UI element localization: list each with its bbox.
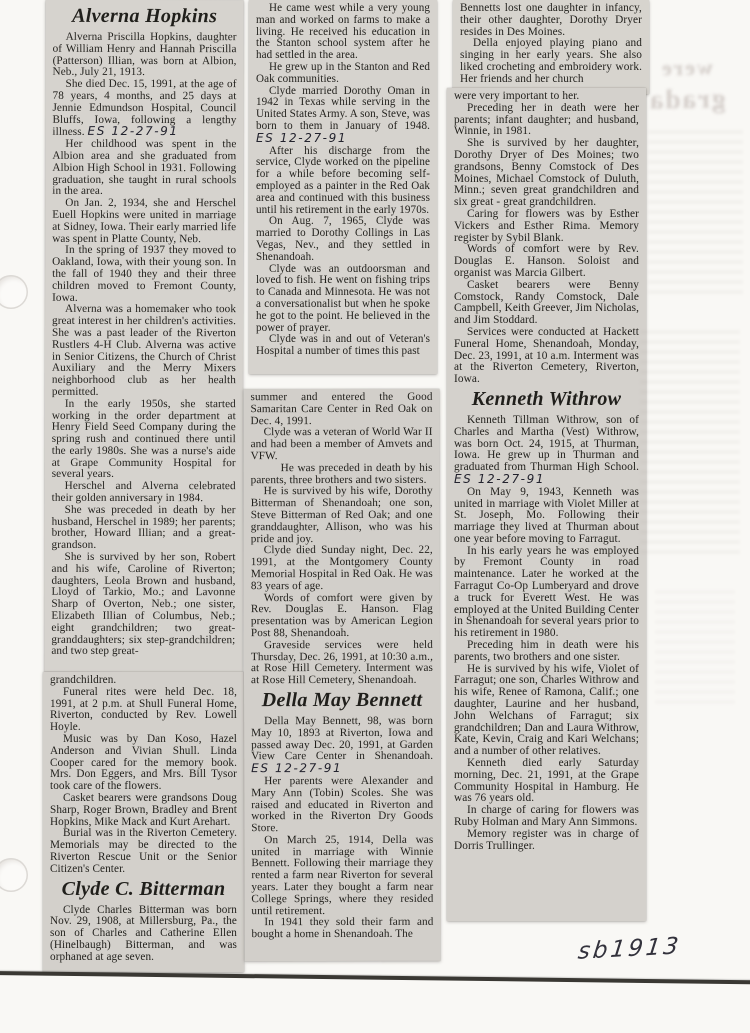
scrapbook-id-handwriting: sb1913 bbox=[576, 933, 683, 965]
obituary-paragraph bbox=[454, 103, 639, 138]
obituary-paragraph bbox=[454, 640, 639, 664]
obituary-text: In 1941 they sold their farm and bought a home in Shenandoah. The bbox=[251, 916, 434, 941]
obituary-paragraph bbox=[251, 486, 433, 545]
obituary-paragraph bbox=[251, 835, 433, 918]
obituary-paragraph bbox=[251, 592, 433, 640]
handwritten-date-annotation: ES 12-27-91 bbox=[87, 124, 179, 139]
obituary-text: Graveside services were held Thursday, Dec. 26, 1991, at 10:30 a.m., at Rose Hill Cemetery. Interment was at Rose Hill Cemetery, Shenandoah. bbox=[250, 638, 433, 687]
obituary-text: Alverna Priscilla Hopkins, daughter of William Henry and Hannah Priscilla (Patterson) Illian, was born at Albion, Neb., July 21, 1913. bbox=[52, 30, 237, 79]
bleed-through-smudge bbox=[655, 590, 735, 710]
obituary-paragraph bbox=[460, 3, 642, 38]
obituary-paragraph bbox=[251, 640, 433, 688]
obituary-heading bbox=[454, 387, 639, 412]
obituary-text: Services were conducted at Hackett Funeral Home, Shenandoah, Monday, Dec. 23, 1991, at 10 a.m. Interment was at the Riverton Cemetery, Riverton, Iowa. bbox=[454, 325, 639, 386]
obituary-text: Words of comfort were given by Rev. Douglas E. Hanson. Flag presentation was by American Legion Post 88, Shenandoah. bbox=[250, 591, 433, 640]
obituary-paragraph bbox=[251, 463, 433, 487]
obituary-paragraph bbox=[256, 62, 430, 86]
obituary-text: On Aug. 7, 1965, Clyde was married to Dorothy Collings in Las Vegas, Nev., and they settled in Shenandoah. bbox=[256, 215, 430, 263]
clipping-kenneth-withrow bbox=[447, 88, 646, 921]
obituary-text: On March 25, 1914, Della was united in marriage with Winnie Bennett. Following their marriage they rented a farm near Riverton for several years. Later they bought a farm near College Springs, where they resided until retirement. bbox=[251, 833, 434, 917]
obituary-paragraph bbox=[454, 327, 639, 386]
obituary-text: Kenneth Tillman Withrow, son of Charles and Martha (Vest) Withrow, was born Oct. 24, 1915, at Thurman, Iowa. He grew up in Thurman and graduated from Thurman High School. bbox=[454, 413, 639, 474]
obituary-paragraph bbox=[256, 264, 430, 335]
obituary-paragraph bbox=[251, 392, 433, 428]
obituary-text: Preceding him in death were his parents, two brothers and one sister. bbox=[454, 639, 639, 663]
obituary-text: Clyde was an outdoorsman and loved to fish. He went on fishing trips to Canada and Minnesota. He was not a conversationalist but when he spoke he got to the point. He believed in the power of prayer. bbox=[256, 262, 430, 334]
obituary-text: Casket bearers were Benny Comstock, Randy Comstock, Dale Campbell, Keith Greever, Jim Nicholas, and Jim Stoddard. bbox=[454, 278, 639, 327]
obituary-text: He grew up in the Stanton and Red Oak communities. bbox=[256, 60, 430, 85]
obituary-text: On Jan. 2, 1934, she and Herschel Euell Hopkins were united in marriage at Sidney, Iowa. Their early married life was spent in Platte County, Neb. bbox=[52, 196, 237, 245]
bleed-through-smudge bbox=[648, 130, 743, 300]
obituary-paragraph bbox=[53, 32, 237, 80]
obituary-paragraph bbox=[454, 487, 639, 546]
obituary-text: He was preceded in death by his parents, three brothers and two sisters. bbox=[250, 461, 433, 486]
obituary-text: Alverna was a homemaker who took great interest in her children's activities. She was a past leader of the Riverton Rustlers 4-H Club. Alverna was active in Senior Citizens, the Church of Christ Auxiliary and the Merry Mixers neighborhood club as her health permitted. bbox=[51, 303, 237, 398]
obituary-text: He is survived by his wife, Violet of Farragut; one son, Charles Withrow and his wife, Renee of Ramona, Calif.; one daughter, Laurine and her husband, John Welchans of Farragut; six grandchildren; Dan and Laura Withrow, Kate, Kevin, Craig and Kari Welchans; and a number of other relatives. bbox=[454, 662, 639, 758]
obituary-text: In charge of caring for flowers was Ruby Holman and Mary Ann Simmons. bbox=[454, 804, 639, 829]
obituary-title-text: Alverna Hopkins bbox=[72, 4, 218, 28]
obituary-paragraph bbox=[454, 280, 639, 327]
clipping-della-bennett-continuation bbox=[453, 0, 649, 94]
obituary-paragraph bbox=[52, 198, 236, 246]
obituary-heading bbox=[53, 4, 237, 29]
obituary-paragraph bbox=[251, 716, 433, 776]
obituary-text: were very important to her. bbox=[454, 90, 580, 102]
handwritten-date-annotation: ES 12-27-91 bbox=[454, 471, 546, 486]
obituary-text: After his discharge from the service, Clyde worked on the pipeline for a while before becoming self-employed as a painter in the Red Oak area and continued with this business until his retirement in the early 1970s. bbox=[256, 144, 430, 216]
obituary-paragraph bbox=[256, 86, 430, 146]
obituary-text: Clyde married Dorothy Oman in 1942 in Texas while serving in the United States Army. A son, Steve, was born to them in January of 1948. bbox=[256, 84, 430, 132]
punch-hole bbox=[0, 275, 28, 309]
obituary-paragraph bbox=[50, 734, 237, 793]
obituary-paragraph bbox=[454, 209, 639, 244]
obituary-text: He came west while a very young man and worked on farms to make a living. He received his education in the Stanton school system after he had settled in the area. bbox=[256, 2, 430, 62]
obituary-text: Bennetts lost one daughter in infancy, their other daughter, Dorothy Dryer resides in Des Moines. bbox=[460, 2, 642, 38]
obituary-paragraph bbox=[454, 829, 639, 853]
obituary-paragraph bbox=[251, 545, 433, 593]
obituary-text: Her childhood was spent in the Albion area and she graduated from Albion High School in 1931. Following graduation, she taught in rural schools in the area. bbox=[52, 138, 237, 198]
obituary-heading bbox=[50, 877, 237, 902]
obituary-title-text: Della May Bennett bbox=[261, 688, 423, 712]
obituary-paragraph bbox=[454, 758, 639, 805]
obituary-text: Herschel and Alverna celebrated their golden anniversary in 1984. bbox=[51, 480, 236, 505]
obituary-paragraph bbox=[454, 244, 639, 279]
obituary-paragraph bbox=[454, 805, 639, 829]
obituary-text: She is survived by her son, Robert and his wife, Caroline of Riverton; daughters, Leola Brown and husband, Lloyd of Tarkio, Mo.; and Lavonne Sharp of Overton, Neb.; one sister, Elizabeth Illian of Columbus, Neb.; eight grandchildren; two great-granddaughters; six step-grandchildren; and two step great- bbox=[51, 550, 236, 658]
obituary-text: In the spring of 1937 they moved to Oakland, Iowa, with their young son. In the fall of 1940 they and their three children moved to Fremont County, Iowa. bbox=[52, 244, 237, 304]
clipping-alverna-hopkins-top bbox=[44, 0, 243, 672]
obituary-paragraph bbox=[52, 139, 236, 198]
obituary-text: In the early 1950s, she started working in the order department at Henry Field Seed Company during the spring rush and continued there until the early 1980s. She was a nurse's aide at Grape Community Hospital for several years. bbox=[51, 397, 236, 481]
obituary-text: Clyde died Sunday night, Dec. 22, 1991, at the Montgomery County Memorial Hospital in Red Oak. He was 83 years of age. bbox=[250, 544, 433, 592]
obituary-text: Casket bearers were grandsons Doug Sharp, Roger Brown, Bradley and Brent Hopkins, Mike Mack and Kurt Arehart. bbox=[50, 791, 237, 828]
obituary-text: Burial was in the Riverton Cemetery. Memorials may be directed to the Riverton Rescue Unit or the Senior Citizen's Center. bbox=[50, 827, 237, 875]
obituary-text: summer and entered the Good Samaritan Care Center in Red Oak on Dec. 4, 1991. bbox=[250, 390, 433, 427]
obituary-paragraph bbox=[52, 505, 236, 553]
obituary-paragraph bbox=[52, 79, 236, 139]
obituary-text: Words of comfort were by Rev. Douglas E. Hanson. Soloist and organist was Marcia Gilbert. bbox=[454, 243, 639, 279]
obituary-text: On May 9, 1943, Kenneth was united in marriage with Violet Miller at St. Joseph, Mo. Following their marriage they lived at Thurman about one year before moving to Farragut. bbox=[454, 485, 639, 545]
clipping-clyde-bitterman-top bbox=[249, 0, 437, 374]
obituary-text: Caring for flowers was by Esther Vickers and Esther Rima. Memory register by Sybil Blank. bbox=[454, 207, 639, 244]
obituary-text: She was preceded in death by her husband, Herschel in 1989; her parents; brother, Howard Illian; and a great-grandson. bbox=[51, 503, 236, 552]
obituary-heading bbox=[251, 688, 433, 713]
obituary-paragraph bbox=[50, 793, 237, 828]
obituary-paragraph bbox=[454, 138, 639, 209]
bleed-through-smudge bbox=[640, 330, 740, 560]
obituary-text: In his early years he was employed by Fremont County in road maintenance. Later he worked at the Farragut Co-Op Lumberyard and drove a truck for Everett West. He was employed at the United Building Center in Shenandoah for several years prior to his retirement in 1980. bbox=[454, 544, 639, 640]
punch-hole bbox=[0, 858, 28, 892]
obituary-text: Clyde was in and out of Veteran's Hospital a number of times this past bbox=[256, 333, 430, 358]
page-edge-line bbox=[0, 971, 750, 984]
obituary-paragraph bbox=[460, 38, 642, 85]
obituary-paragraph bbox=[52, 304, 236, 399]
obituary-text: Clyde Charles Bitterman was born Nov. 29, 1908, at Millersburg, Pa., the son of Charles and Catherine Ellen (Hinelbaugh) Bitterman, and was orphaned at age seven. bbox=[50, 903, 237, 963]
handwritten-date-annotation: ES 12-27-91 bbox=[256, 130, 348, 145]
obituary-text: She is survived by her daughter, Dorothy Dryer of Des Moines; two grandsons, Benny Comstock of Des Moines, Michael Comstock of Duluth, Minn.; seven great grandchildren and six great - great grandchildren. bbox=[454, 137, 639, 209]
obituary-text: She died Dec. 15, 1991, at the age of 78 years, 4 months, and 25 days at Jennie Edmundson Hospital, Council Bluffs, Iowa, following a lengthy illness. bbox=[52, 78, 237, 139]
obituary-text: Music was by Dan Koso, Hazel Anderson and Vivian Shull. Linda Cooper cared for the memory book. Mrs. Don Eggers, and Mrs. Bill Tysor took care of the flowers. bbox=[50, 732, 237, 793]
obituary-text: Funeral rites were held Dec. 18, 1991, at 2 p.m. at Shull Funeral Home, Riverton, conducted by Rev. Lowell Hoyle. bbox=[50, 685, 237, 734]
obituary-paragraph bbox=[256, 146, 430, 217]
obituary-paragraph bbox=[251, 776, 433, 835]
obituary-paragraph bbox=[50, 828, 237, 875]
obituary-title-text: Clyde C. Bitterman bbox=[61, 877, 226, 900]
clipping-alverna-hopkins-bottom bbox=[43, 672, 244, 972]
obituary-paragraph bbox=[52, 245, 236, 304]
obituary-text: Her parents were Alexander and Mary Ann (Tobin) Scoles. She was raised and educated in Riverton and worked in the Riverton Dry Goods Store. bbox=[251, 774, 434, 835]
obituary-paragraph bbox=[454, 546, 639, 640]
clipping-clyde-bitterman-bottom bbox=[244, 389, 441, 961]
obituary-paragraph bbox=[251, 427, 433, 463]
obituary-paragraph bbox=[256, 216, 430, 263]
obituary-paragraph bbox=[50, 905, 237, 964]
obituary-text: grandchildren. bbox=[50, 674, 117, 686]
obituary-paragraph bbox=[52, 481, 236, 505]
obituary-paragraph bbox=[51, 552, 235, 659]
bleed-through-text: were bbox=[659, 54, 714, 81]
handwritten-date-annotation: ES 12-27-91 bbox=[251, 761, 343, 776]
obituary-paragraph bbox=[454, 664, 639, 758]
obituary-text: Clyde was a veteran of World War II and had been a member of Amvets and VFW. bbox=[250, 426, 433, 463]
obituary-title-text: Kenneth Withrow bbox=[471, 387, 622, 410]
obituary-text: Preceding her in death were her parents; infant daughter; and husband, Winnie, in 1981. bbox=[454, 101, 639, 138]
obituary-text: Della May Bennett, 98, was born May 10, 1893 at Riverton, Iowa and passed away Dec. 20, 1991, at Garden View Care Center in Shenandoah. bbox=[251, 714, 434, 763]
obituary-paragraph bbox=[251, 917, 433, 941]
obituary-paragraph bbox=[52, 399, 236, 482]
bleed-through-text: grada bbox=[647, 83, 726, 115]
obituary-paragraph bbox=[50, 687, 237, 734]
obituary-paragraph bbox=[256, 334, 430, 358]
obituary-text: Della enjoyed playing piano and singing in her early years. She also liked crocheting and embroidery work. Her friends and her church bbox=[460, 37, 642, 85]
obituary-text: He is survived by his wife, Dorothy Bitterman of Shenandoah; one son, Steve Bitterman of Red Oak; and one granddaughter, Allison, who was his pride and joy. bbox=[250, 485, 433, 545]
obituary-paragraph bbox=[454, 415, 639, 487]
obituary-text: Memory register was in charge of Dorris Trullinger. bbox=[454, 827, 639, 852]
obituary-paragraph bbox=[256, 3, 430, 62]
obituary-text: Kenneth died early Saturday morning, Dec. 21, 1991, at the Grape Community Hospital in Hamburg. He was 76 years old. bbox=[454, 757, 639, 805]
